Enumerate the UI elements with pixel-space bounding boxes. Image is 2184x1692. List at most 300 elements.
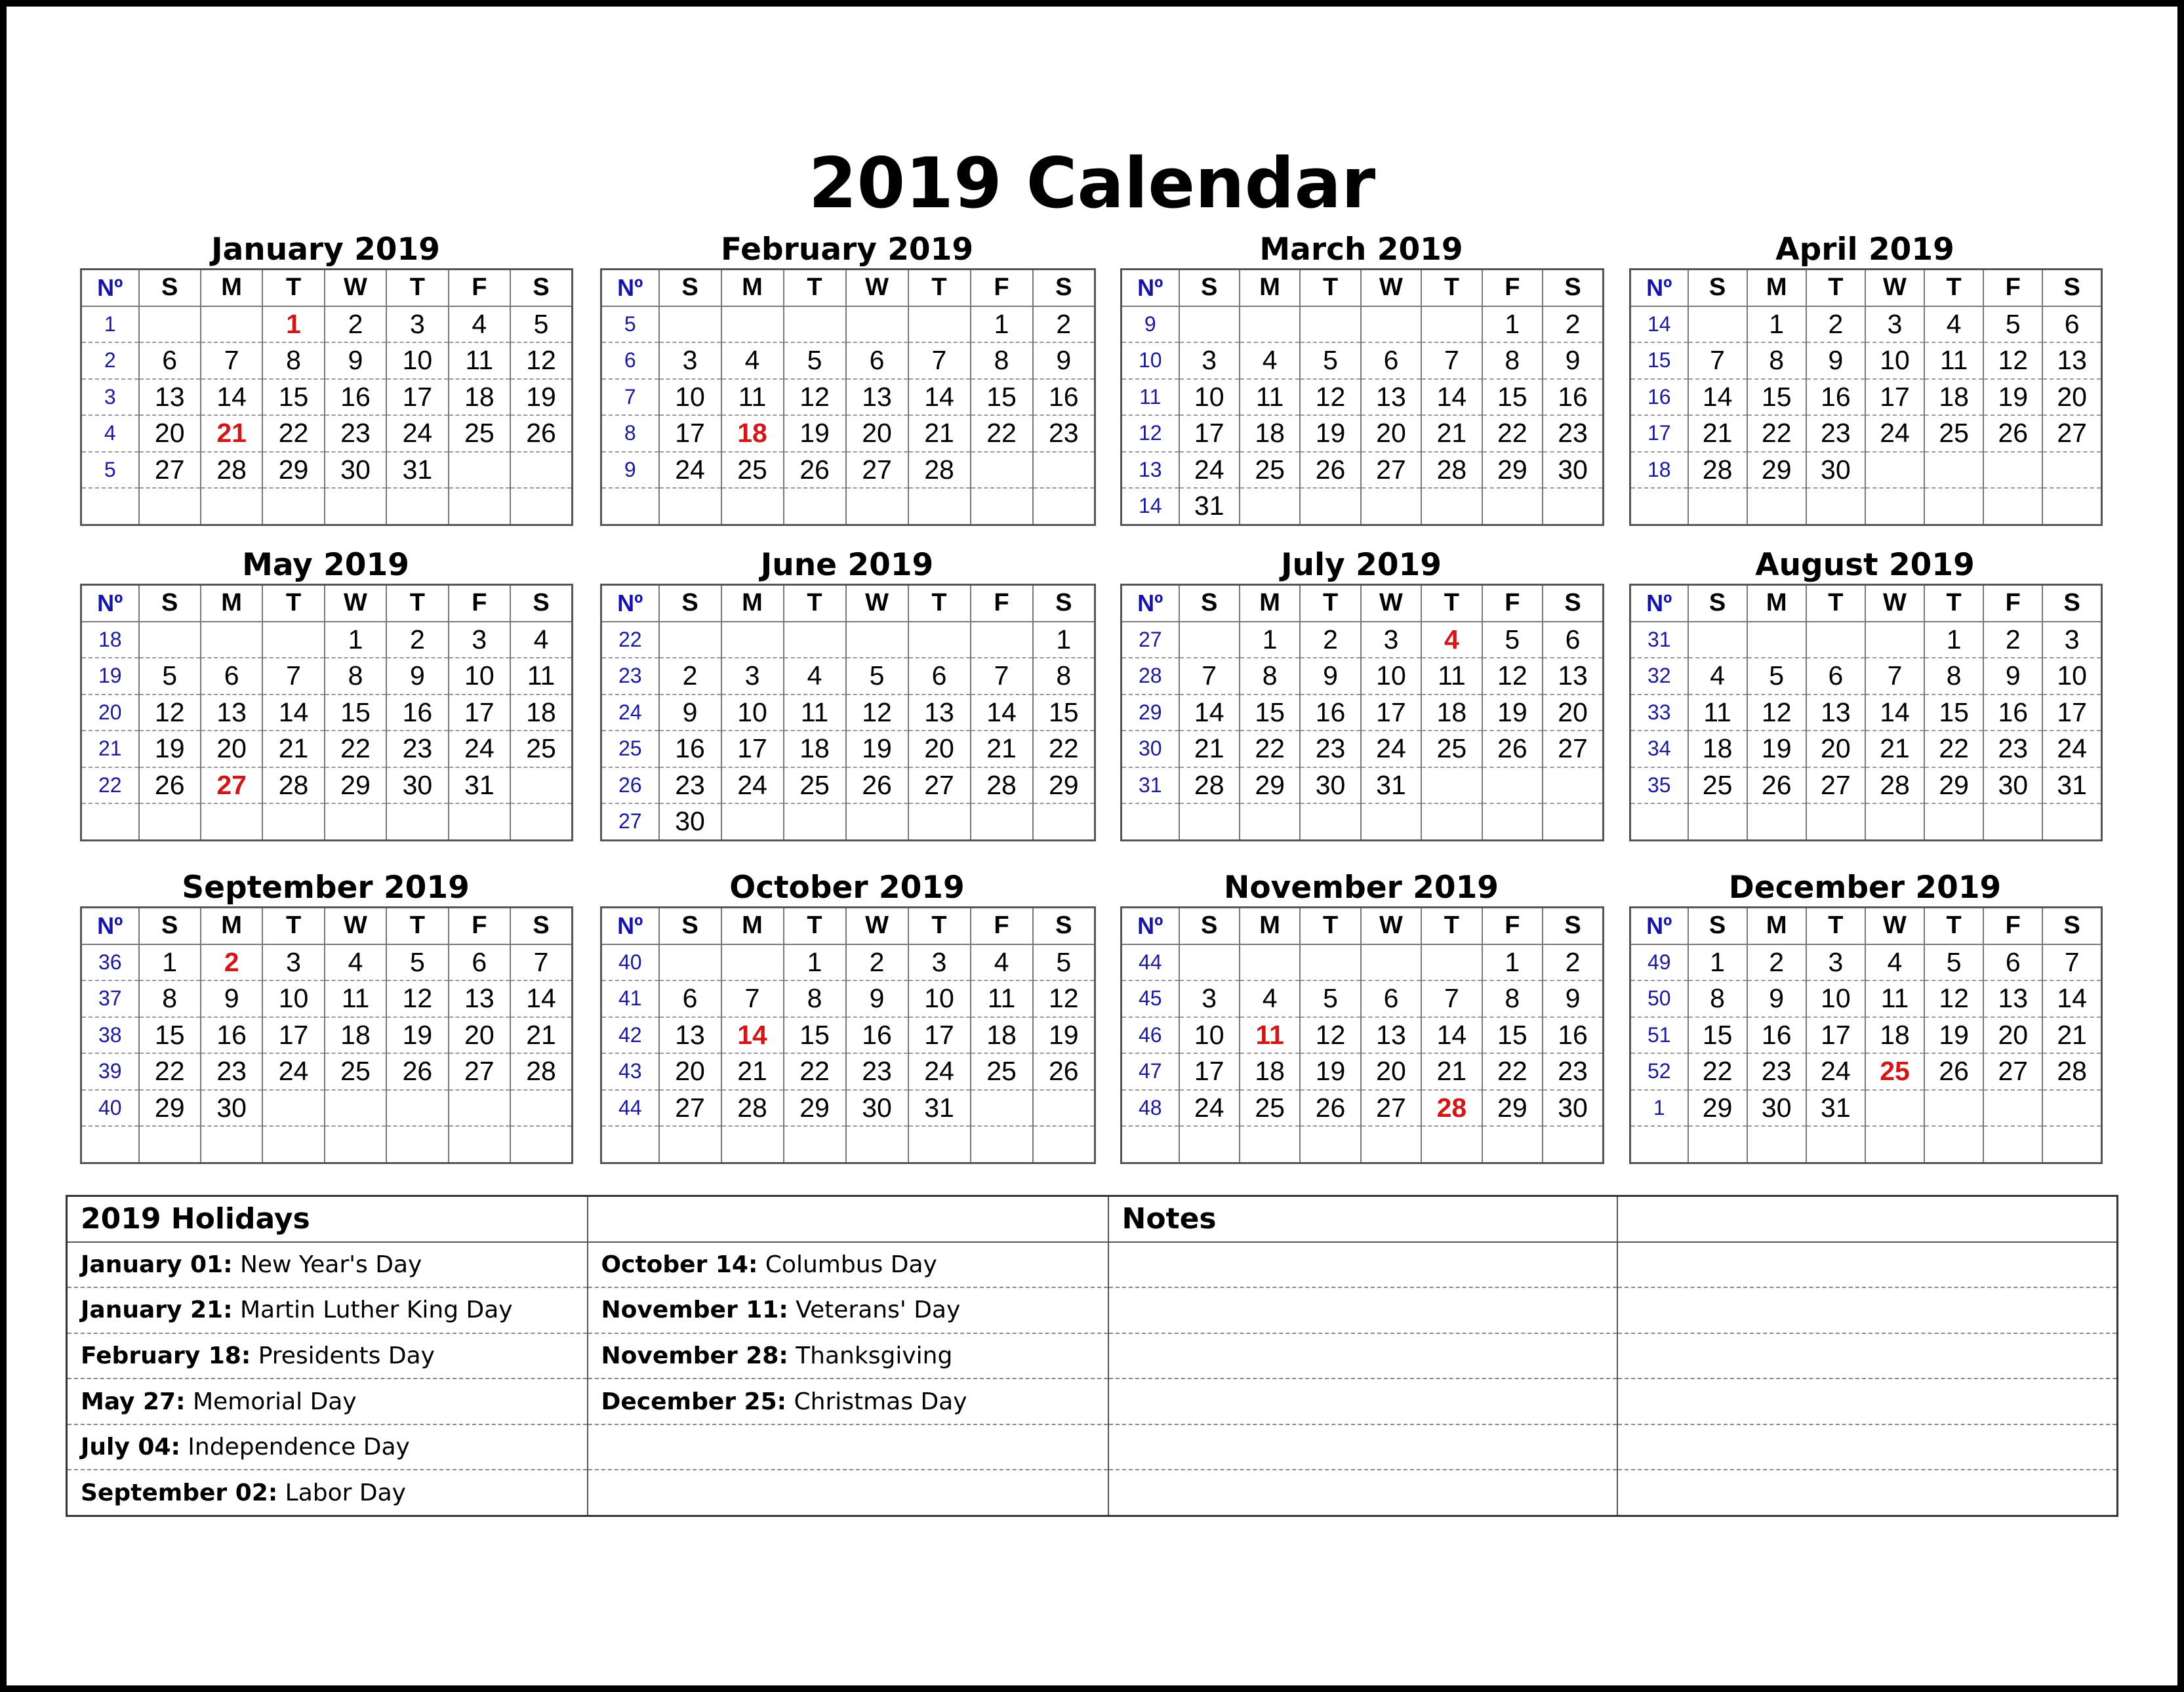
day-cell: 22 xyxy=(1747,415,1806,452)
day-cell: 14 xyxy=(908,379,971,416)
week-row xyxy=(81,980,573,1017)
empty-cell xyxy=(1300,803,1360,840)
empty-cell xyxy=(1688,306,1747,343)
day-cell: 7 xyxy=(721,980,784,1017)
week-number: 24 xyxy=(601,695,659,731)
week-number: 44 xyxy=(601,1090,659,1127)
week-row xyxy=(1122,980,1604,1017)
week-number: 27 xyxy=(1122,622,1179,658)
month-grid xyxy=(80,268,573,526)
day-cell: 1 xyxy=(971,306,1033,343)
week-row xyxy=(81,944,573,981)
holiday-entry xyxy=(67,1333,588,1379)
notes-title: Notes xyxy=(1108,1196,1617,1242)
day-cell: 30 xyxy=(1300,767,1360,804)
week-row xyxy=(1630,1017,2102,1054)
day-cell: 29 xyxy=(1688,1090,1747,1127)
week-number: 15 xyxy=(1630,342,1688,379)
day-cell: 30 xyxy=(325,452,386,489)
weekday-header: M xyxy=(721,908,784,944)
empty-cell xyxy=(971,622,1033,658)
week-row xyxy=(1630,415,2102,452)
empty-cell xyxy=(386,1126,448,1163)
empty-cell xyxy=(846,803,908,840)
day-cell: 30 xyxy=(846,1090,908,1127)
empty-cell xyxy=(201,803,262,840)
week-row xyxy=(1630,980,2102,1017)
empty-cell xyxy=(1924,1090,1983,1127)
empty-cell xyxy=(1688,1126,1747,1163)
day-cell: 24 xyxy=(1865,415,1924,452)
weekday-header: S xyxy=(1688,270,1747,306)
day-cell: 2 xyxy=(386,622,448,658)
empty-cell xyxy=(1361,488,1421,525)
week-row xyxy=(1122,415,1604,452)
empty-cell xyxy=(510,767,572,804)
day-cell: 17 xyxy=(659,415,721,452)
day-cell: 27 xyxy=(908,767,971,804)
day-cell: 20 xyxy=(659,1053,721,1090)
empty-cell xyxy=(1865,1090,1924,1127)
holiday-row xyxy=(67,1470,2118,1516)
holiday-day-cell: 18 xyxy=(721,415,784,452)
day-cell: 2 xyxy=(1806,306,1865,343)
day-cell: 2 xyxy=(1983,622,2042,658)
day-cell: 16 xyxy=(1983,695,2042,731)
empty-cell xyxy=(971,1126,1033,1163)
week-number xyxy=(81,1126,139,1163)
weekday-header: S xyxy=(1033,908,1095,944)
empty-cell xyxy=(1033,488,1095,525)
empty-cell xyxy=(1865,452,1924,489)
weekday-header: W xyxy=(846,270,908,306)
week-row xyxy=(1630,379,2102,416)
week-row xyxy=(601,767,1095,804)
week-number: 5 xyxy=(601,306,659,343)
weekday-header: S xyxy=(1688,585,1747,622)
day-cell: 13 xyxy=(1543,658,1603,695)
day-cell: 24 xyxy=(659,452,721,489)
day-cell: 19 xyxy=(1033,1017,1095,1054)
day-cell: 9 xyxy=(1300,658,1360,695)
empty-cell xyxy=(1421,944,1482,981)
day-cell: 13 xyxy=(201,695,262,731)
notes-line xyxy=(1617,1470,2118,1516)
week-row xyxy=(81,1017,573,1054)
weekday-header: T xyxy=(386,908,448,944)
day-cell: 8 xyxy=(1482,980,1543,1017)
day-cell: 23 xyxy=(1033,415,1095,452)
day-cell: 8 xyxy=(784,980,846,1017)
week-number xyxy=(81,488,139,525)
day-cell: 18 xyxy=(1865,1017,1924,1054)
holiday-entry xyxy=(67,1470,588,1516)
day-cell: 25 xyxy=(1240,452,1300,489)
week-number: 40 xyxy=(81,1090,139,1127)
month-title: September 2019 xyxy=(182,870,470,906)
notes-line xyxy=(1108,1424,1617,1470)
month-grid xyxy=(80,584,573,841)
weekday-header: S xyxy=(139,908,201,944)
day-cell: 13 xyxy=(659,1017,721,1054)
day-cell: 20 xyxy=(908,731,971,767)
day-cell: 30 xyxy=(1543,452,1603,489)
day-cell: 31 xyxy=(1806,1090,1865,1127)
day-cell: 1 xyxy=(1924,622,1983,658)
day-cell: 30 xyxy=(1983,767,2042,804)
day-cell: 10 xyxy=(721,695,784,731)
weekday-header: W xyxy=(325,585,386,622)
day-cell: 7 xyxy=(1865,658,1924,695)
week-row xyxy=(601,379,1095,416)
weekday-header: F xyxy=(1983,585,2042,622)
holiday-entry xyxy=(588,1333,1108,1379)
weekday-header: S xyxy=(510,908,572,944)
day-cell: 13 xyxy=(2042,342,2101,379)
empty-cell xyxy=(784,803,846,840)
week-row xyxy=(1630,1090,2102,1127)
day-cell: 9 xyxy=(201,980,262,1017)
week-number: 14 xyxy=(1122,488,1179,525)
week-row xyxy=(81,731,573,767)
empty-cell xyxy=(325,488,386,525)
empty-cell xyxy=(449,1126,510,1163)
empty-cell xyxy=(262,803,324,840)
weekday-header: F xyxy=(971,585,1033,622)
day-cell: 17 xyxy=(449,695,510,731)
day-cell: 5 xyxy=(139,658,201,695)
day-cell: 9 xyxy=(1543,980,1603,1017)
week-row xyxy=(1122,731,1604,767)
empty-cell xyxy=(1033,803,1095,840)
holiday-name: Christmas Day xyxy=(786,1388,967,1415)
day-cell: 21 xyxy=(2042,1017,2101,1054)
empty-cell xyxy=(1924,488,1983,525)
empty-cell xyxy=(1300,306,1360,343)
day-cell: 1 xyxy=(1033,622,1095,658)
day-cell: 15 xyxy=(325,695,386,731)
holiday-name: Independence Day xyxy=(180,1434,410,1461)
weekday-header: F xyxy=(1482,908,1543,944)
week-row xyxy=(81,488,573,525)
day-cell: 31 xyxy=(908,1090,971,1127)
empty-cell xyxy=(1179,944,1240,981)
week-row xyxy=(81,306,573,343)
week-row xyxy=(81,342,573,379)
day-cell: 6 xyxy=(1361,342,1421,379)
day-cell: 21 xyxy=(262,731,324,767)
day-cell: 13 xyxy=(1983,980,2042,1017)
month-grid xyxy=(1120,268,1604,526)
day-cell: 24 xyxy=(386,415,448,452)
weekday-header: T xyxy=(784,270,846,306)
holiday-name: Veterans' Day xyxy=(788,1297,961,1324)
day-cell: 2 xyxy=(846,944,908,981)
month-11 xyxy=(1120,870,1602,1164)
day-cell: 21 xyxy=(510,1017,572,1054)
week-row xyxy=(81,1126,573,1163)
day-cell: 11 xyxy=(1240,379,1300,416)
week-number-header: Nº xyxy=(601,585,659,622)
notes-line xyxy=(1617,1287,2118,1333)
day-cell: 4 xyxy=(971,944,1033,981)
week-row xyxy=(1122,342,1604,379)
day-cell: 14 xyxy=(1421,1017,1482,1054)
day-cell: 28 xyxy=(1865,767,1924,804)
weekday-header: W xyxy=(1361,270,1421,306)
empty-cell xyxy=(1688,488,1747,525)
day-cell: 18 xyxy=(1688,731,1747,767)
empty-cell xyxy=(386,803,448,840)
day-cell: 6 xyxy=(201,658,262,695)
empty-cell xyxy=(971,452,1033,489)
empty-cell xyxy=(1747,488,1806,525)
empty-cell xyxy=(1924,452,1983,489)
day-cell: 1 xyxy=(1688,944,1747,981)
day-cell: 17 xyxy=(908,1017,971,1054)
day-cell: 23 xyxy=(1747,1053,1806,1090)
day-cell: 3 xyxy=(262,944,324,981)
week-row xyxy=(601,803,1095,840)
day-cell: 6 xyxy=(449,944,510,981)
day-cell: 26 xyxy=(510,415,572,452)
week-number: 28 xyxy=(1122,658,1179,695)
day-cell: 23 xyxy=(1983,731,2042,767)
day-cell: 6 xyxy=(1543,622,1603,658)
day-cell: 14 xyxy=(201,379,262,416)
day-cell: 23 xyxy=(1806,415,1865,452)
day-cell: 8 xyxy=(1688,980,1747,1017)
day-cell: 10 xyxy=(1865,342,1924,379)
day-cell: 4 xyxy=(325,944,386,981)
weekday-header: W xyxy=(846,908,908,944)
day-cell: 19 xyxy=(1300,1053,1360,1090)
day-cell: 12 xyxy=(1482,658,1543,695)
weekday-header: S xyxy=(659,270,721,306)
week-number: 20 xyxy=(81,695,139,731)
day-cell: 9 xyxy=(1806,342,1865,379)
week-row xyxy=(1122,767,1604,804)
day-cell: 9 xyxy=(846,980,908,1017)
day-cell: 28 xyxy=(2042,1053,2101,1090)
day-cell: 7 xyxy=(908,342,971,379)
empty-cell xyxy=(201,622,262,658)
empty-cell xyxy=(1482,1126,1543,1163)
week-row xyxy=(81,1053,573,1090)
empty-cell xyxy=(325,803,386,840)
holiday-day-cell: 4 xyxy=(1421,622,1482,658)
week-number: 43 xyxy=(601,1053,659,1090)
day-cell: 18 xyxy=(1240,1053,1300,1090)
day-cell: 28 xyxy=(1179,767,1240,804)
notes-line xyxy=(1617,1333,2118,1379)
week-number: 1 xyxy=(1630,1090,1688,1127)
empty-cell xyxy=(1482,767,1543,804)
day-cell: 2 xyxy=(1033,306,1095,343)
week-number: 11 xyxy=(1122,379,1179,416)
holiday-name: Thanksgiving xyxy=(788,1342,953,1369)
day-cell: 25 xyxy=(510,731,572,767)
empty-cell xyxy=(1983,452,2042,489)
week-row xyxy=(601,1053,1095,1090)
empty-cell xyxy=(908,622,971,658)
weekday-header: T xyxy=(1924,270,1983,306)
notes-line xyxy=(1617,1424,2118,1470)
weekday-header: T xyxy=(262,270,324,306)
day-cell: 10 xyxy=(1361,658,1421,695)
empty-cell xyxy=(1482,488,1543,525)
holiday-day-cell: 25 xyxy=(1865,1053,1924,1090)
week-number: 35 xyxy=(1630,767,1688,804)
day-cell: 28 xyxy=(1688,452,1747,489)
day-cell: 12 xyxy=(386,980,448,1017)
empty-cell xyxy=(784,622,846,658)
day-cell: 16 xyxy=(659,731,721,767)
day-cell: 24 xyxy=(1179,1090,1240,1127)
day-cell: 20 xyxy=(1543,695,1603,731)
day-cell: 9 xyxy=(325,342,386,379)
day-cell: 15 xyxy=(784,1017,846,1054)
week-number: 40 xyxy=(601,944,659,981)
holiday-entry xyxy=(67,1379,588,1424)
week-row xyxy=(1122,452,1604,489)
day-cell: 6 xyxy=(139,342,201,379)
empty-cell xyxy=(325,1090,386,1127)
day-cell: 17 xyxy=(386,379,448,416)
week-row xyxy=(1122,622,1604,658)
weekday-header: S xyxy=(2042,585,2101,622)
day-cell: 21 xyxy=(908,415,971,452)
notes-line xyxy=(1617,1379,2118,1424)
week-number: 37 xyxy=(81,980,139,1017)
week-row xyxy=(1122,379,1604,416)
empty-cell xyxy=(2042,452,2101,489)
week-number: 8 xyxy=(601,415,659,452)
day-cell: 16 xyxy=(325,379,386,416)
day-cell: 8 xyxy=(1924,658,1983,695)
day-cell: 4 xyxy=(1240,342,1300,379)
empty-cell xyxy=(1806,803,1865,840)
week-number xyxy=(1630,803,1688,840)
week-number: 29 xyxy=(1122,695,1179,731)
week-number xyxy=(601,1126,659,1163)
weekday-header: M xyxy=(201,270,262,306)
day-cell: 16 xyxy=(386,695,448,731)
day-cell: 31 xyxy=(1179,488,1240,525)
week-row xyxy=(81,658,573,695)
weekday-header: T xyxy=(1421,585,1482,622)
week-row xyxy=(1630,944,2102,981)
day-cell: 12 xyxy=(510,342,572,379)
empty-cell xyxy=(1240,488,1300,525)
notes-line xyxy=(1108,1287,1617,1333)
empty-cell xyxy=(1179,306,1240,343)
day-cell: 26 xyxy=(1033,1053,1095,1090)
day-cell: 7 xyxy=(971,658,1033,695)
week-number: 51 xyxy=(1630,1017,1688,1054)
week-row xyxy=(601,622,1095,658)
day-cell: 3 xyxy=(1865,306,1924,343)
empty-cell xyxy=(721,803,784,840)
empty-cell xyxy=(659,1126,721,1163)
day-cell: 29 xyxy=(1482,1090,1543,1127)
day-cell: 29 xyxy=(1240,767,1300,804)
day-cell: 12 xyxy=(1924,980,1983,1017)
empty-cell xyxy=(262,1126,324,1163)
week-row xyxy=(1122,803,1604,840)
holiday-entry xyxy=(67,1424,588,1470)
holiday-name: Martin Luther King Day xyxy=(232,1297,513,1324)
week-number: 36 xyxy=(81,944,139,981)
day-cell: 15 xyxy=(1033,695,1095,731)
day-cell: 22 xyxy=(1240,731,1300,767)
empty-cell xyxy=(659,944,721,981)
empty-cell xyxy=(1240,803,1300,840)
empty-cell xyxy=(1865,488,1924,525)
day-cell: 16 xyxy=(1747,1017,1806,1054)
week-number: 18 xyxy=(81,622,139,658)
empty-cell xyxy=(1806,622,1865,658)
week-number: 9 xyxy=(1122,306,1179,343)
day-cell: 13 xyxy=(1361,379,1421,416)
week-number: 2 xyxy=(81,342,139,379)
month-title: March 2019 xyxy=(1259,232,1463,268)
day-cell: 18 xyxy=(510,695,572,731)
weekday-header: M xyxy=(1747,270,1806,306)
day-cell: 6 xyxy=(1983,944,2042,981)
week-number-header: Nº xyxy=(81,908,139,944)
day-cell: 28 xyxy=(971,767,1033,804)
notes-line xyxy=(1108,1242,1617,1288)
day-cell: 26 xyxy=(1300,452,1360,489)
day-cell: 10 xyxy=(449,658,510,695)
day-cell: 27 xyxy=(1361,1090,1421,1127)
week-number: 12 xyxy=(1122,415,1179,452)
day-cell: 11 xyxy=(1865,980,1924,1017)
day-cell: 4 xyxy=(1865,944,1924,981)
day-cell: 22 xyxy=(1688,1053,1747,1090)
week-row xyxy=(1122,658,1604,695)
week-number: 25 xyxy=(601,731,659,767)
week-number-header: Nº xyxy=(1122,908,1179,944)
week-row xyxy=(1630,767,2102,804)
weekday-header: F xyxy=(1482,585,1543,622)
day-cell: 25 xyxy=(1421,731,1482,767)
empty-cell xyxy=(1361,1126,1421,1163)
day-cell: 6 xyxy=(908,658,971,695)
empty-cell xyxy=(1361,944,1421,981)
day-cell: 4 xyxy=(1688,658,1747,695)
day-cell: 24 xyxy=(908,1053,971,1090)
day-cell: 3 xyxy=(721,658,784,695)
week-number: 30 xyxy=(1122,731,1179,767)
holidays-title-spacer xyxy=(588,1196,1108,1242)
weekday-header: M xyxy=(1240,585,1300,622)
empty-cell xyxy=(386,488,448,525)
empty-cell xyxy=(1865,622,1924,658)
day-cell: 1 xyxy=(325,622,386,658)
month-title: May 2019 xyxy=(242,547,409,583)
day-cell: 25 xyxy=(721,452,784,489)
day-cell: 18 xyxy=(449,379,510,416)
month-title: July 2019 xyxy=(1281,547,1442,583)
weekday-header: W xyxy=(846,585,908,622)
holiday-date: May 27: xyxy=(81,1388,186,1415)
day-cell: 20 xyxy=(846,415,908,452)
holiday-date: September 02: xyxy=(81,1479,278,1506)
day-cell: 25 xyxy=(784,767,846,804)
empty-cell xyxy=(721,488,784,525)
